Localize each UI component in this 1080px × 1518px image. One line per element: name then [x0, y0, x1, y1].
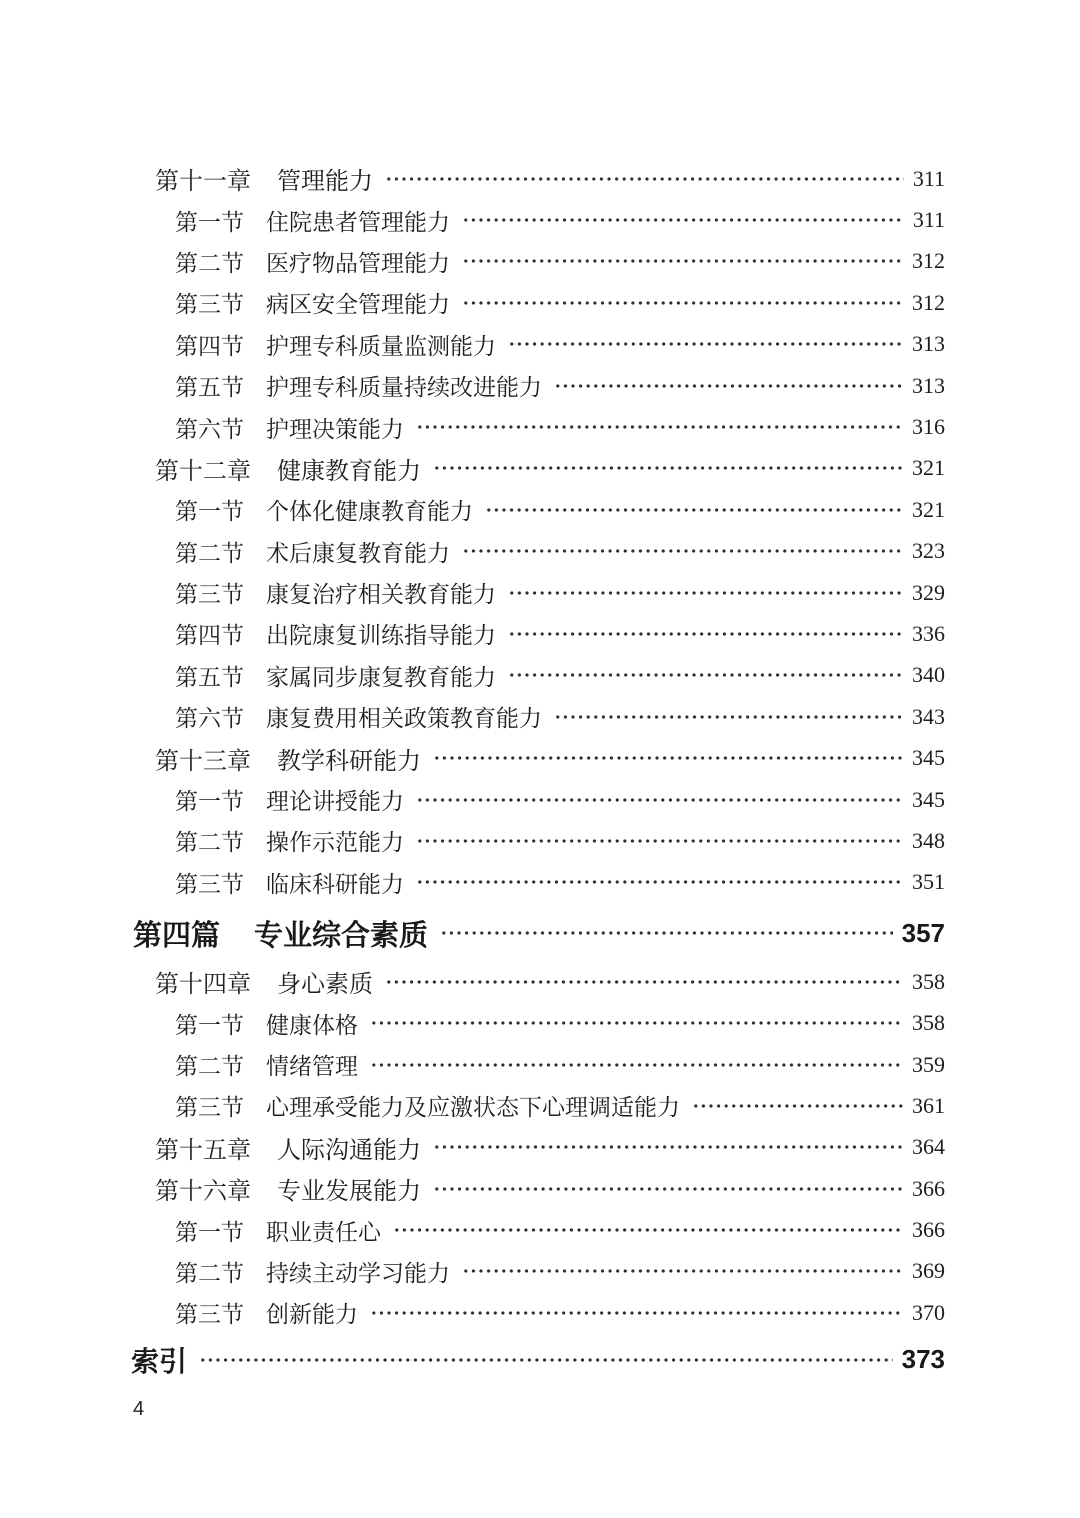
- entry-title: 持续主动学习能力: [266, 1260, 450, 1286]
- toc-entry: [0, 324, 1080, 365]
- entry-label: 第二节: [175, 540, 244, 566]
- entry-title: 住院患者管理能力: [266, 209, 450, 235]
- dot-leader: [462, 1266, 903, 1276]
- dot-leader: [416, 795, 903, 805]
- entry-label: 第三节: [175, 292, 244, 318]
- entry-label: 第六节: [175, 416, 244, 442]
- entry-label: 第一节: [175, 499, 244, 525]
- entry-title: 教学科研能力: [277, 748, 421, 775]
- entry-page-number: 359: [912, 1051, 945, 1077]
- dot-leader: [370, 1060, 903, 1070]
- entry-page-number: 348: [912, 827, 945, 853]
- entry-label: 第十三章: [155, 748, 251, 775]
- entry-label: 第二节: [175, 250, 244, 276]
- entry-page-number: 321: [912, 455, 945, 481]
- entry-title: 医疗物品管理能力: [266, 250, 450, 276]
- dot-leader: [692, 1101, 903, 1111]
- entry-title: 操作示范能力: [266, 830, 404, 856]
- entry-page-number: 364: [912, 1134, 945, 1160]
- toc-entry: [0, 655, 1080, 696]
- entry-title: 病区安全管理能力: [266, 292, 450, 318]
- dot-leader: [554, 712, 903, 722]
- dot-leader: [508, 588, 903, 598]
- entry-label: 第二节: [175, 1054, 244, 1079]
- entry-label: 第十五章: [155, 1137, 251, 1164]
- toc-entry: [0, 572, 1080, 613]
- entry-page-number: 316: [912, 414, 945, 440]
- entry-label: 第三节: [175, 582, 244, 608]
- entry-page-number: 373: [901, 1344, 945, 1375]
- entry-title: 护理专科质量持续改进能力: [266, 375, 542, 401]
- entry-page-number: 345: [912, 786, 945, 812]
- entry-title: 护理专科质量监测能力: [266, 333, 496, 359]
- dot-leader: [462, 215, 904, 225]
- dot-leader: [385, 174, 904, 184]
- entry-label: 第三节: [175, 871, 244, 897]
- entry-label: 第六节: [175, 706, 244, 732]
- toc-entry: [0, 365, 1080, 406]
- toc-entry: [0, 1338, 1080, 1382]
- entry-page-number: 357: [901, 917, 945, 948]
- dot-leader: [462, 546, 903, 556]
- toc-entry: [0, 820, 1080, 861]
- entry-label: 第十六章: [155, 1179, 251, 1206]
- entry-label: 第一节: [175, 789, 244, 815]
- toc-entry: [0, 489, 1080, 530]
- dot-leader: [370, 1308, 903, 1318]
- entry-page-number: 312: [912, 248, 945, 274]
- entry-page-number: 366: [912, 1175, 945, 1201]
- entry-page-number: 329: [912, 579, 945, 605]
- dot-leader: [440, 928, 893, 938]
- dot-leader: [462, 256, 903, 266]
- entry-title: 个体化健康教育能力: [266, 499, 473, 525]
- entry-title: 临床科研能力: [266, 871, 404, 897]
- entry-page-number: 321: [912, 496, 945, 522]
- entry-label: 第五节: [175, 664, 244, 690]
- entry-page-number: 313: [912, 372, 945, 398]
- entry-page-number: 312: [912, 289, 945, 315]
- entry-page-number: 340: [912, 662, 945, 688]
- dot-leader: [485, 505, 903, 515]
- dot-leader: [433, 753, 903, 763]
- dot-leader: [416, 836, 903, 846]
- toc-entry: [0, 241, 1080, 282]
- toc-entry: [0, 779, 1080, 820]
- entry-label: 索引: [131, 1345, 188, 1377]
- toc-entry: [0, 1251, 1080, 1292]
- entry-page-number: 358: [912, 968, 945, 994]
- entry-title: 身心素质: [277, 972, 373, 999]
- entry-page-number: 323: [912, 538, 945, 564]
- toc-entry: [0, 1209, 1080, 1250]
- entry-page-number: 343: [912, 703, 945, 729]
- dot-leader: [508, 629, 903, 639]
- entry-title: 心理承受能力及应激状态下心理调适能力: [266, 1095, 680, 1121]
- dot-leader: [433, 463, 903, 473]
- toc-entry: [0, 696, 1080, 737]
- toc-entry: [0, 1168, 1080, 1209]
- entry-title: 创新能力: [266, 1302, 358, 1328]
- entry-label: 第十二章: [155, 458, 251, 485]
- entry-label: 第四篇: [133, 919, 221, 952]
- dot-leader: [385, 977, 903, 987]
- entry-title: 管理能力: [277, 169, 373, 196]
- entry-label: 第五节: [175, 375, 244, 401]
- entry-page-number: 370: [912, 1299, 945, 1325]
- entry-page-number: 361: [912, 1092, 945, 1118]
- footer-page-number: 4: [133, 1397, 145, 1420]
- entry-label: 第三节: [175, 1302, 244, 1328]
- toc-entry: [0, 1085, 1080, 1126]
- entry-title: 职业责任心: [266, 1219, 381, 1245]
- entry-label: 第一节: [175, 209, 244, 235]
- toc-entry: [0, 1044, 1080, 1085]
- dot-leader: [370, 1018, 903, 1028]
- dot-leader: [199, 1355, 893, 1365]
- toc-entry: [0, 1002, 1080, 1043]
- entry-title: 健康教育能力: [277, 458, 421, 485]
- dot-leader: [508, 670, 903, 680]
- dot-leader: [433, 1184, 903, 1194]
- entry-title: 健康体格: [266, 1012, 358, 1038]
- entry-page-number: 336: [912, 620, 945, 646]
- entry-title: 理论讲授能力: [266, 789, 404, 815]
- toc-entry: [0, 158, 1080, 199]
- toc-entry: [0, 531, 1080, 572]
- entry-title: 专业综合素质: [254, 919, 429, 952]
- entry-label: 第二节: [175, 830, 244, 856]
- toc-entry: [0, 282, 1080, 323]
- toc-entry: [0, 613, 1080, 654]
- toc-entry: [0, 1127, 1080, 1168]
- entry-label: 第四节: [175, 333, 244, 359]
- entry-title: 出院康复训练指导能力: [266, 623, 496, 649]
- entry-page-number: 345: [912, 745, 945, 771]
- toc: [0, 158, 1080, 1382]
- toc-entry: [0, 737, 1080, 778]
- entry-title: 康复治疗相关教育能力: [266, 582, 496, 608]
- entry-label: 第一节: [175, 1012, 244, 1038]
- toc-entry: [0, 909, 1080, 957]
- entry-page-number: 366: [912, 1217, 945, 1243]
- toc-entry: [0, 448, 1080, 489]
- entry-title: 专业发展能力: [277, 1179, 421, 1206]
- entry-page-number: 351: [912, 869, 945, 895]
- dot-leader: [508, 339, 903, 349]
- entry-page-number: 311: [912, 165, 945, 191]
- toc-entry: [0, 406, 1080, 447]
- toc-entry: [0, 199, 1080, 240]
- entry-label: 第二节: [175, 1260, 244, 1286]
- dot-leader: [462, 298, 903, 308]
- entry-page-number: 313: [912, 331, 945, 357]
- entry-title: 康复费用相关政策教育能力: [266, 706, 542, 732]
- entry-title: 家属同步康复教育能力: [266, 664, 496, 690]
- entry-label: 第一节: [175, 1219, 244, 1245]
- dot-leader: [433, 1142, 903, 1152]
- dot-leader: [393, 1225, 903, 1235]
- dot-leader: [554, 381, 903, 391]
- entry-page-number: 369: [912, 1258, 945, 1284]
- entry-label: 第三节: [175, 1095, 244, 1121]
- entry-label: 第四节: [175, 623, 244, 649]
- entry-page-number: 311: [912, 207, 945, 233]
- dot-leader: [416, 422, 903, 432]
- toc-entry: [0, 961, 1080, 1002]
- entry-title: 护理决策能力: [266, 416, 404, 442]
- toc-entry: [0, 1292, 1080, 1333]
- toc-entry: [0, 862, 1080, 903]
- entry-title: 人际沟通能力: [277, 1137, 421, 1164]
- entry-title: 情绪管理: [266, 1054, 358, 1079]
- dot-leader: [416, 877, 903, 887]
- entry-title: 术后康复教育能力: [266, 540, 450, 566]
- entry-page-number: 358: [912, 1010, 945, 1036]
- entry-label: 第十四章: [155, 972, 251, 999]
- entry-label: 第十一章: [155, 169, 251, 196]
